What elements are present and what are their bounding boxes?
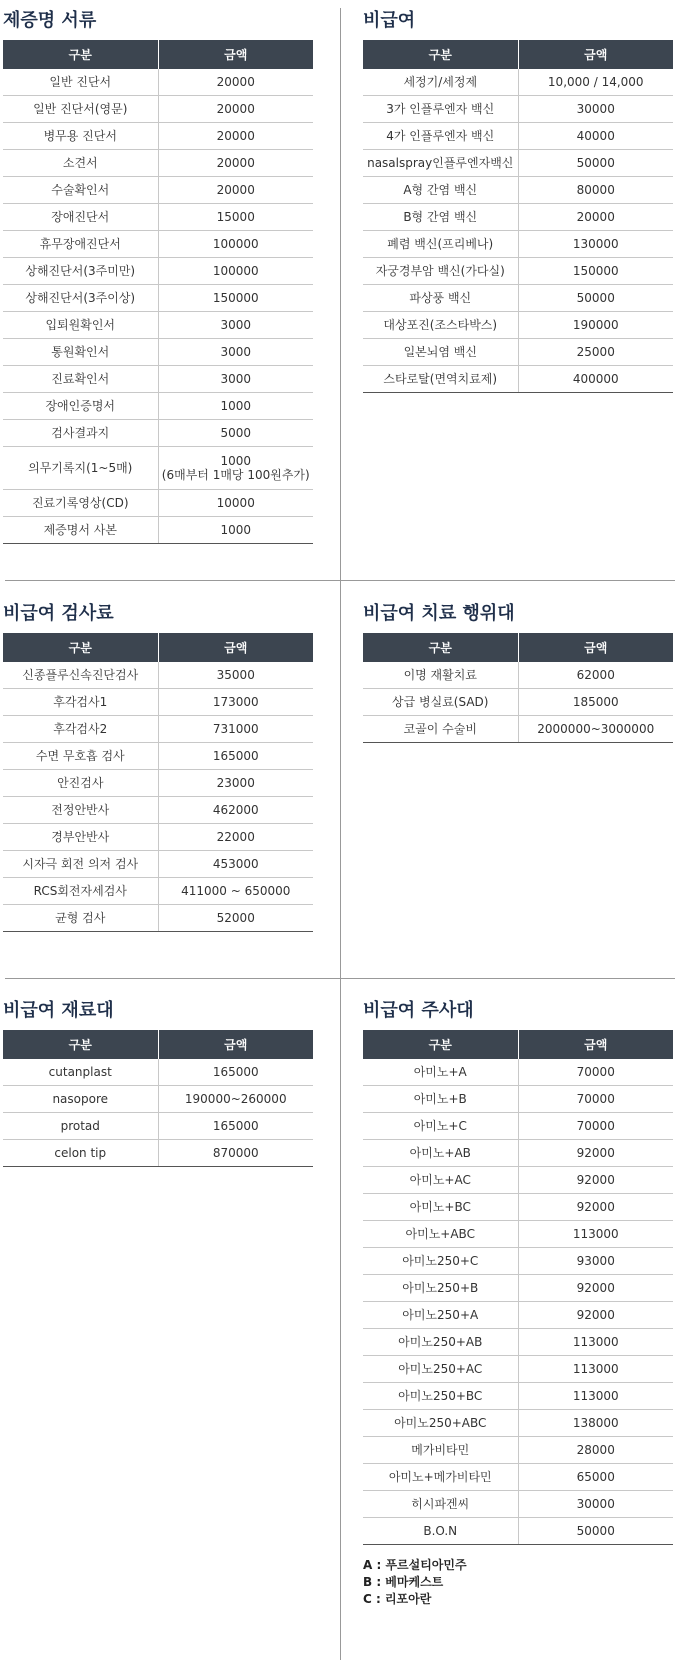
- item-name: 수면 무호흡 검사: [3, 743, 158, 770]
- table-header-row: [3, 633, 313, 662]
- table-row: [363, 69, 673, 96]
- legend-note: B : 베마케스트: [363, 1575, 444, 1589]
- table-row: [3, 878, 313, 905]
- table-row: [3, 851, 313, 878]
- item-amount: 3000: [158, 366, 313, 393]
- table-row: [363, 1167, 673, 1194]
- item-name: 3가 인플루엔자 백신: [363, 96, 518, 123]
- non-covered-injections-section: [363, 1000, 673, 1608]
- item-amount: 411000 ~ 650000: [158, 878, 313, 905]
- category-header: 구분: [3, 1030, 158, 1059]
- item-amount: 35000: [158, 662, 313, 689]
- table-header-row: [3, 40, 313, 69]
- item-amount: 150000: [158, 285, 313, 312]
- item-amount: 62000: [518, 662, 673, 689]
- item-name: 상급 병실료(SAD): [363, 689, 518, 716]
- item-amount: 92000: [518, 1194, 673, 1221]
- item-name: 아미노250+AB: [363, 1329, 518, 1356]
- item-name: 진료기록영상(CD): [3, 490, 158, 517]
- fee-table: [3, 633, 313, 932]
- item-amount: 70000: [518, 1086, 673, 1113]
- item-name: 메가비타민: [363, 1437, 518, 1464]
- item-name: 병무용 진단서: [3, 123, 158, 150]
- non-covered-materials-section: [3, 1000, 313, 1167]
- table-row: [3, 905, 313, 932]
- horizontal-divider-1: [5, 580, 675, 581]
- item-amount: 80000: [518, 177, 673, 204]
- item-name: 히시파겐씨: [363, 1491, 518, 1518]
- item-amount: 20000: [158, 69, 313, 96]
- item-amount: 15000: [158, 204, 313, 231]
- item-amount: 165000: [158, 1113, 313, 1140]
- item-name: 아미노250+C: [363, 1248, 518, 1275]
- table-row: [3, 366, 313, 393]
- item-amount: 40000: [518, 123, 673, 150]
- legend-note: C : 리포아란: [363, 1592, 432, 1606]
- item-name: 세정기/세정제: [363, 69, 518, 96]
- item-name: 아미노+C: [363, 1113, 518, 1140]
- table-row: [363, 1140, 673, 1167]
- table-row: [363, 231, 673, 258]
- table-row: [363, 1356, 673, 1383]
- item-name: 의무기록지(1~5매): [3, 447, 158, 490]
- item-amount: 65000: [518, 1464, 673, 1491]
- item-name: 아미노250+BC: [363, 1383, 518, 1410]
- item-name: 일반 진단서(영문): [3, 96, 158, 123]
- section-title: 비급여 치료 행위대: [363, 603, 515, 624]
- table-row: [3, 743, 313, 770]
- table-row: [363, 689, 673, 716]
- item-amount: 20000: [158, 150, 313, 177]
- table-row: [3, 285, 313, 312]
- table-row: [3, 1059, 313, 1086]
- table-row: [363, 1086, 673, 1113]
- table-row: [363, 366, 673, 393]
- item-name: 입퇴원확인서: [3, 312, 158, 339]
- table-row: [363, 312, 673, 339]
- horizontal-divider-2: [5, 978, 675, 979]
- item-name: 균형 검사: [3, 905, 158, 932]
- table-row: [363, 1113, 673, 1140]
- amount-header: 금액: [518, 1030, 673, 1059]
- item-amount: 400000: [518, 366, 673, 393]
- item-amount: 28000: [518, 1437, 673, 1464]
- table-row: [3, 420, 313, 447]
- item-name: 신종플루신속진단검사: [3, 662, 158, 689]
- table-row: [363, 1194, 673, 1221]
- category-header: 구분: [363, 633, 518, 662]
- item-name: 안진검사: [3, 770, 158, 797]
- item-name: 상해진단서(3주이상): [3, 285, 158, 312]
- item-amount: 25000: [518, 339, 673, 366]
- table-row: [3, 1140, 313, 1167]
- item-name: 파상풍 백신: [363, 285, 518, 312]
- table-row: [3, 177, 313, 204]
- item-amount: 173000: [158, 689, 313, 716]
- item-amount: 50000: [518, 150, 673, 177]
- table-row: [363, 1437, 673, 1464]
- item-name: nasalspray인플루엔자백신: [363, 150, 518, 177]
- table-header-row: [363, 633, 673, 662]
- table-row: [363, 1275, 673, 1302]
- section-title: 비급여 재료대: [3, 1000, 114, 1021]
- item-name: 아미노250+ABC: [363, 1410, 518, 1437]
- item-amount: 22000: [158, 824, 313, 851]
- item-name: 아미노250+AC: [363, 1356, 518, 1383]
- fee-table: [363, 1030, 673, 1545]
- non-covered-vaccines-section: [363, 10, 673, 393]
- amount-header: 금액: [158, 1030, 313, 1059]
- item-name: B형 간염 백신: [363, 204, 518, 231]
- item-amount: 20000: [158, 123, 313, 150]
- table-row: [363, 1464, 673, 1491]
- item-amount: 113000: [518, 1383, 673, 1410]
- item-amount: 50000: [518, 285, 673, 312]
- item-amount: 3000: [158, 312, 313, 339]
- section-title: 비급여: [363, 10, 416, 31]
- table-row: [363, 1248, 673, 1275]
- item-name: 대상포진(조스타박스): [363, 312, 518, 339]
- legend-notes: [363, 1557, 673, 1608]
- table-row: [3, 258, 313, 285]
- table-row: [363, 339, 673, 366]
- item-amount: 92000: [518, 1167, 673, 1194]
- item-name: 시자극 회전 의저 검사: [3, 851, 158, 878]
- vertical-divider: [340, 8, 341, 1660]
- table-header-row: [3, 1030, 313, 1059]
- table-row: [363, 123, 673, 150]
- item-amount: 70000: [518, 1113, 673, 1140]
- table-row: [3, 770, 313, 797]
- table-row: [3, 312, 313, 339]
- item-amount: 185000: [518, 689, 673, 716]
- table-row: [3, 123, 313, 150]
- table-row: [3, 797, 313, 824]
- item-amount: 52000: [158, 905, 313, 932]
- amount-header: 금액: [158, 40, 313, 69]
- non-covered-exam-fees-section: [3, 603, 313, 932]
- item-name: 장애진단서: [3, 204, 158, 231]
- item-name: 아미노+B: [363, 1086, 518, 1113]
- item-amount: 20000: [158, 96, 313, 123]
- item-name: 후각검사2: [3, 716, 158, 743]
- item-name: 진료확인서: [3, 366, 158, 393]
- table-row: [3, 1086, 313, 1113]
- item-amount: 190000~260000: [158, 1086, 313, 1113]
- item-amount: 20000: [158, 177, 313, 204]
- item-name: 아미노+A: [363, 1059, 518, 1086]
- table-row: [363, 258, 673, 285]
- item-amount: 100000: [158, 231, 313, 258]
- table-row: [363, 716, 673, 743]
- item-amount: 50000: [518, 1518, 673, 1545]
- item-amount: 190000: [518, 312, 673, 339]
- item-name: 4가 인플루엔자 백신: [363, 123, 518, 150]
- table-row: [3, 339, 313, 366]
- table-row: [363, 1302, 673, 1329]
- table-row: [363, 96, 673, 123]
- item-name: 휴무장애진단서: [3, 231, 158, 258]
- amount-header: 금액: [158, 633, 313, 662]
- item-amount: 113000: [518, 1221, 673, 1248]
- section-title: 제증명 서류: [3, 10, 97, 31]
- item-amount: 100000: [158, 258, 313, 285]
- table-row: [363, 1329, 673, 1356]
- item-name: 장애인증명서: [3, 393, 158, 420]
- item-amount: 30000: [518, 96, 673, 123]
- item-amount: 1000: [158, 517, 313, 544]
- item-name: 코골이 수술비: [363, 716, 518, 743]
- item-name: RCS회전자세검사: [3, 878, 158, 905]
- item-name: cutanplast: [3, 1059, 158, 1086]
- table-row: [3, 689, 313, 716]
- item-name: 통원확인서: [3, 339, 158, 366]
- section-title: 비급여 검사료: [3, 603, 114, 624]
- item-amount: 731000: [158, 716, 313, 743]
- item-amount: 138000: [518, 1410, 673, 1437]
- item-name: celon tip: [3, 1140, 158, 1167]
- table-row: [3, 96, 313, 123]
- item-amount: 3000: [158, 339, 313, 366]
- item-amount: 23000: [158, 770, 313, 797]
- table-row: [363, 204, 673, 231]
- item-name: 후각검사1: [3, 689, 158, 716]
- item-name: 일본뇌염 백신: [363, 339, 518, 366]
- item-name: 아미노250+B: [363, 1275, 518, 1302]
- fee-table: [363, 40, 673, 393]
- fee-table: [3, 40, 313, 544]
- item-amount: 93000: [518, 1248, 673, 1275]
- item-name: 아미노+BC: [363, 1194, 518, 1221]
- item-amount: 165000: [158, 1059, 313, 1086]
- item-amount: 113000: [518, 1356, 673, 1383]
- table-row: [3, 150, 313, 177]
- category-header: 구분: [3, 633, 158, 662]
- table-row: [3, 662, 313, 689]
- item-name: 아미노250+A: [363, 1302, 518, 1329]
- certificate-fees-section: [3, 10, 313, 544]
- item-name: protad: [3, 1113, 158, 1140]
- item-name: 소견서: [3, 150, 158, 177]
- table-row: [363, 1383, 673, 1410]
- item-amount: 70000: [518, 1059, 673, 1086]
- item-name: nasopore: [3, 1086, 158, 1113]
- table-row: [363, 1059, 673, 1086]
- item-name: A형 간염 백신: [363, 177, 518, 204]
- table-row: [363, 177, 673, 204]
- item-amount: 130000: [518, 231, 673, 258]
- table-row: [3, 69, 313, 96]
- item-amount: 150000: [518, 258, 673, 285]
- category-header: 구분: [363, 1030, 518, 1059]
- table-row: [363, 150, 673, 177]
- item-amount: 2000000~3000000: [518, 716, 673, 743]
- item-name: 경부안반사: [3, 824, 158, 851]
- item-name: 아미노+메가비타민: [363, 1464, 518, 1491]
- item-amount: 113000: [518, 1329, 673, 1356]
- table-row: [3, 393, 313, 420]
- item-amount: 92000: [518, 1140, 673, 1167]
- table-header-row: [363, 40, 673, 69]
- table-row: [363, 1518, 673, 1545]
- non-covered-treatment-section: [363, 603, 673, 743]
- amount-header: 금액: [518, 633, 673, 662]
- item-name: 아미노+ABC: [363, 1221, 518, 1248]
- fee-table: [3, 1030, 313, 1167]
- item-name: 이명 재활치료: [363, 662, 518, 689]
- item-amount: 92000: [518, 1275, 673, 1302]
- item-amount: 453000: [158, 851, 313, 878]
- table-row: [363, 1491, 673, 1518]
- table-row: [363, 662, 673, 689]
- item-name: 수술확인서: [3, 177, 158, 204]
- table-row: [3, 490, 313, 517]
- item-amount: 165000: [158, 743, 313, 770]
- item-name: B.O.N: [363, 1518, 518, 1545]
- table-row: [3, 517, 313, 544]
- item-name: 아미노+AC: [363, 1167, 518, 1194]
- section-title: 비급여 주사대: [363, 1000, 474, 1021]
- item-amount: 5000: [158, 420, 313, 447]
- table-row: [363, 285, 673, 312]
- table-row: [3, 824, 313, 851]
- item-amount: 20000: [518, 204, 673, 231]
- item-name: 스타로탈(면역치료제): [363, 366, 518, 393]
- item-amount: 10,000 / 14,000: [518, 69, 673, 96]
- item-amount: 92000: [518, 1302, 673, 1329]
- item-amount: 1000: [158, 393, 313, 420]
- item-amount: 30000: [518, 1491, 673, 1518]
- item-name: 검사결과지: [3, 420, 158, 447]
- item-amount: 1000 (6매부터 1매당 100원추가): [158, 447, 313, 490]
- legend-note: A : 푸르설티아민주: [363, 1558, 467, 1572]
- item-name: 아미노+AB: [363, 1140, 518, 1167]
- table-row: [363, 1221, 673, 1248]
- table-row: [3, 716, 313, 743]
- item-name: 일반 진단서: [3, 69, 158, 96]
- table-row: [3, 447, 313, 490]
- amount-header: 금액: [518, 40, 673, 69]
- item-name: 상해진단서(3주미만): [3, 258, 158, 285]
- item-name: 전정안반사: [3, 797, 158, 824]
- item-amount: 10000: [158, 490, 313, 517]
- category-header: 구분: [363, 40, 518, 69]
- item-name: 자궁경부암 백신(가다실): [363, 258, 518, 285]
- item-name: 폐렴 백신(프리베나): [363, 231, 518, 258]
- table-row: [3, 231, 313, 258]
- table-row: [3, 204, 313, 231]
- item-name: 제증명서 사본: [3, 517, 158, 544]
- category-header: 구분: [3, 40, 158, 69]
- table-row: [363, 1410, 673, 1437]
- table-row: [3, 1113, 313, 1140]
- fee-table: [363, 633, 673, 743]
- item-amount: 462000: [158, 797, 313, 824]
- item-amount: 870000: [158, 1140, 313, 1167]
- table-header-row: [363, 1030, 673, 1059]
